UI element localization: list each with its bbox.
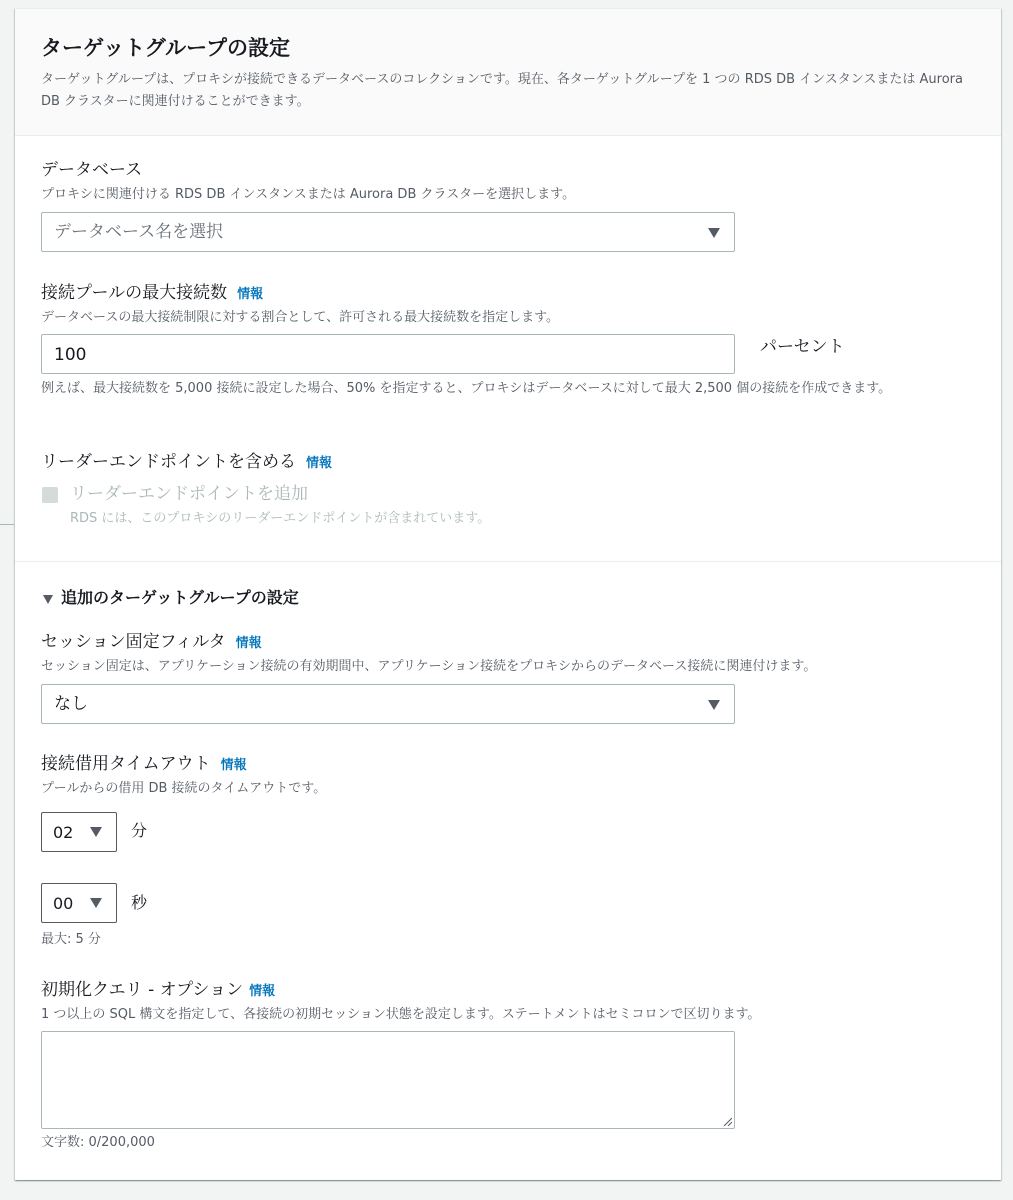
- init-query-textarea[interactable]: [41, 1031, 735, 1129]
- borrow-timeout-description: プールからの借用 DB 接続のタイムアウトです。: [41, 781, 327, 796]
- session-pinning-select[interactable]: [41, 684, 735, 724]
- max-connections-hint: 例えば、最大接続数を 5,000 接続に設定した場合、50% を指定すると、プロキシはデータベースに対して最大 2,500 個の接続を作成できます。: [41, 381, 892, 396]
- reader-endpoint-label: [41, 451, 332, 475]
- borrow-timeout-seconds-value: 00: [53, 894, 74, 913]
- borrow-timeout-minutes-value: 02: [53, 823, 74, 842]
- max-connections-value: 100: [54, 345, 87, 365]
- session-pinning-label: [41, 631, 262, 655]
- borrow-timeout-minutes-select[interactable]: [41, 812, 117, 852]
- init-query-description: 1 つ以上の SQL 構文を指定して、各接続の初期セッション状態を設定します。ステートメントはセミコロンで区切ります。: [41, 1007, 761, 1022]
- reader-endpoint-checkbox[interactable]: [42, 487, 58, 503]
- max-connections-input[interactable]: [41, 334, 735, 374]
- caret-down-icon: [43, 595, 53, 604]
- borrow-timeout-seconds-unit: 秒: [131, 893, 148, 912]
- database-label: データベース: [41, 160, 143, 180]
- borrow-timeout-label-text: 接続借用タイムアウト: [41, 754, 211, 774]
- session-pinning-label-text: セッション固定フィルタ: [41, 632, 226, 652]
- max-connections-label-text: 接続プールの最大接続数: [41, 283, 228, 303]
- borrow-timeout-label: [41, 753, 247, 777]
- session-pinning-value: なし: [54, 694, 88, 714]
- borrow-timeout-info-link[interactable]: 情報: [220, 758, 247, 773]
- max-connections-label: [41, 282, 263, 306]
- reader-endpoint-checkbox-description: RDS には、このプロキシのリーダーエンドポイントが含まれています。: [70, 511, 491, 526]
- init-query-char-count: 文字数: 0/200,000: [41, 1135, 155, 1150]
- section-divider: [15, 561, 1001, 562]
- panel-title: ターゲットグループの設定: [41, 36, 291, 60]
- database-select-placeholder: データベース名を選択: [54, 222, 224, 242]
- database-select[interactable]: [41, 212, 735, 252]
- caret-down-icon: [90, 898, 102, 908]
- init-query-label-text: 初期化クエリ - オプション: [41, 980, 244, 1000]
- caret-down-icon: [90, 827, 102, 837]
- borrow-timeout-minutes-unit: 分: [131, 821, 148, 840]
- init-query-label: [41, 979, 275, 1003]
- max-connections-unit: パーセント: [760, 337, 845, 357]
- additional-settings-label: 追加のターゲットグループの設定: [61, 588, 299, 607]
- database-description: プロキシに関連付ける RDS DB インスタンスまたは Aurora DB クラスターを選択します。: [41, 187, 576, 202]
- panel-header: [15, 9, 1001, 136]
- caret-down-icon: [708, 700, 720, 710]
- session-pinning-info-link[interactable]: 情報: [235, 636, 262, 651]
- init-query-info-link[interactable]: 情報: [249, 984, 276, 999]
- target-group-config-panel: [15, 8, 1001, 1180]
- resize-grip-icon[interactable]: [722, 1116, 732, 1126]
- caret-down-icon: [708, 228, 720, 238]
- max-connections-description: データベースの最大接続制限に対する割合として、許可される最大接続数を指定します。: [41, 310, 560, 325]
- page-edge-divider: [0, 524, 14, 525]
- session-pinning-description: セッション固定は、アプリケーション接続の有効期間中、アプリケーション接続をプロキシからのデータベース接続に関連付けます。: [41, 659, 817, 674]
- borrow-timeout-seconds-select[interactable]: [41, 883, 117, 923]
- reader-endpoint-checkbox-label[interactable]: リーダーエンドポイントを追加: [70, 484, 308, 504]
- reader-endpoint-label-text: リーダーエンドポイントを含める: [41, 452, 296, 472]
- reader-endpoint-info-link[interactable]: 情報: [306, 456, 333, 471]
- max-connections-info-link[interactable]: 情報: [237, 287, 264, 302]
- panel-description: ターゲットグループは、プロキシが接続できるデータベースのコレクションです。現在、各ターゲットグループを 1 つの RDS DB インスタンスまたは Aurora DB クラスターに関連付けることができます。: [41, 72, 963, 109]
- borrow-timeout-max-hint: 最大: 5 分: [41, 932, 101, 947]
